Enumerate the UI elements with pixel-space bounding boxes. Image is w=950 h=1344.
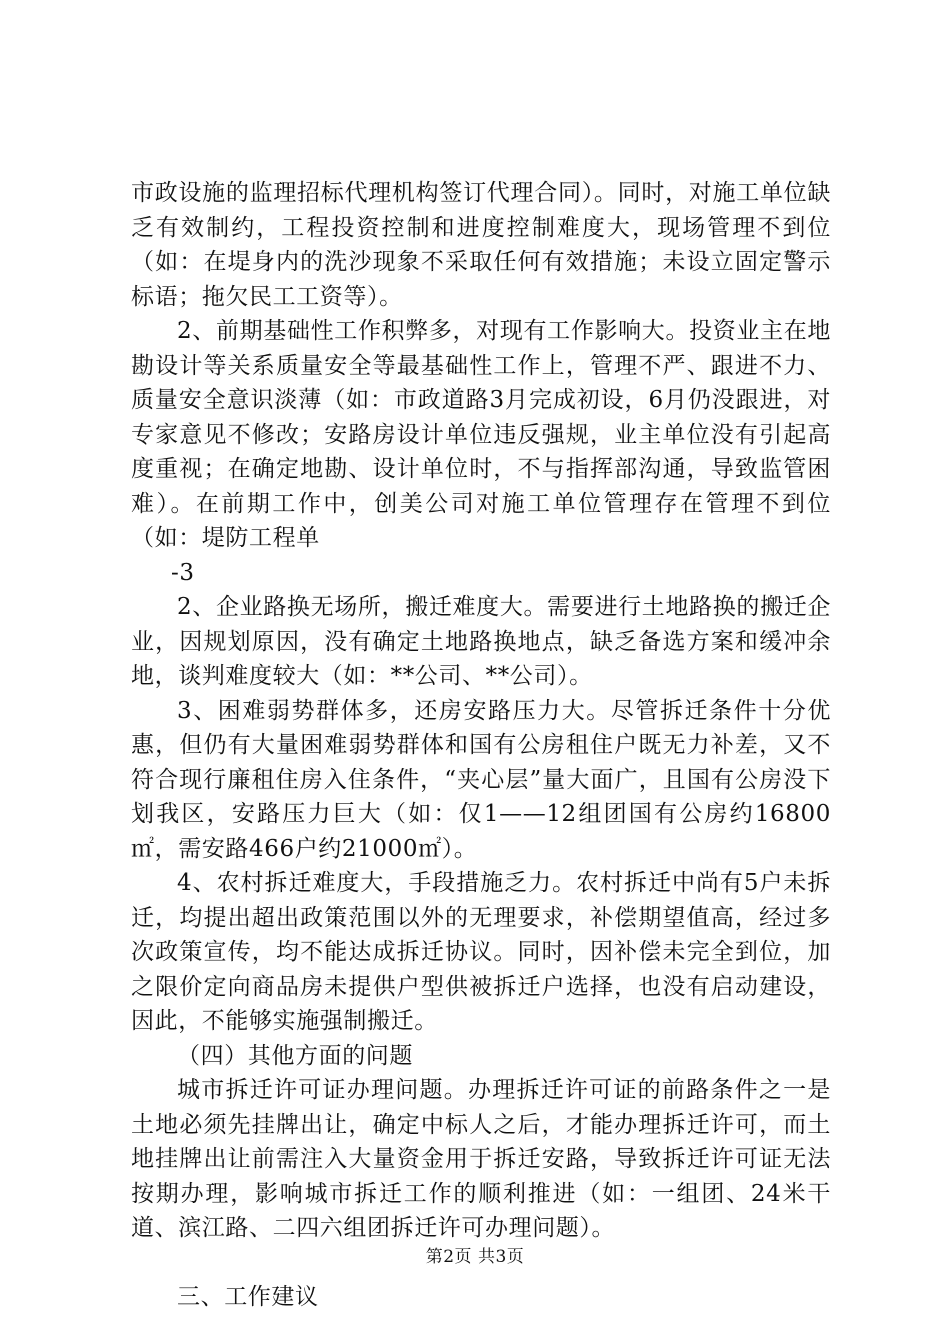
- paragraph-item-2-preliminary-work: 2、前期基础性工作积弊多，对现有工作影响大。投资业主在地勘设计等关系质量安全等最基础性工作上，管理不严、跟进不力、质量安全意识淡薄（如：市政道路3月完成初设，6月仍没跟进，对专家意见不修改；安路房设计单位违反强规，业主单位没有引起高度重视；在确定地勘、设计单位时，不与指挥部沟通，导致监管困难）。在前期工作中，创美公司对施工单位管理存在管理不到位（如：堤防工程单: [131, 318, 831, 551]
- section-heading-other-issues: （四）其他方面的问题: [177, 1042, 413, 1069]
- paragraph-item-4-rural-demolition: 4、农村拆迁难度大，手段措施乏力。农村拆迁中尚有5户未拆迁，均提出超出政策范围以外的无理要求，补偿期望值高，经过多次政策宣传，均不能达成拆迁协议。同时，因补偿未完全到位，加之限价定向商品房未提供户型供被拆迁户选择，也没有启动建设，因此，不能够实施强制搬迁。: [131, 870, 831, 1034]
- page-footer: 第2页 共3页: [425, 1247, 525, 1267]
- section-heading-work-suggestions: 三、工作建议: [177, 1283, 319, 1310]
- paragraph-item-2-enterprise-relocation: 2、企业路换无场所，搬迁难度大。需要进行土地路换的搬迁企业，因规划原因，没有确定土地路换地点，缺乏备选方案和缓冲余地，谈判难度较大（如：**公司、**公司）。: [131, 594, 831, 689]
- paragraph-item-3-vulnerable-groups: 3、困难弱势群体多，还房安路压力大。尽管拆迁条件十分优惠，但仍有大量困难弱势群体和国有公房租住户既无力补差，又不符合现行廉租住房入住条件，“夹心层”量大面广，且国有公房没下划我区，安路压力巨大（如：仅1——12组团国有公房约16800㎡，需安路466户约21000㎡）。: [131, 697, 831, 862]
- paragraph-continuation: 市政设施的监理招标代理机构签订代理合同）。同时，对施工单位缺乏有效制约，工程投资控制和进度控制难度大，现场管理不到位（如：在堤身内的洗沙现象不采取任何有效措施；未设立固定警示标语；拖欠民工工资等）。: [131, 180, 831, 310]
- paragraph-demolition-permit: 城市拆迁许可证办理问题。办理拆迁许可证的前路条件之一是土地必须先挂牌出让，确定中标人之后，才能办理拆迁许可，而土地挂牌出让前需注入大量资金用于拆迁安路，导致拆迁许可证无法按期办理，影响城市拆迁工作的顺利推进（如：一组团、24米干道、滨江路、二四六组团拆迁许可办理问题）。: [131, 1077, 831, 1241]
- page-marker: -3: [171, 559, 195, 586]
- document-body: [131, 176, 831, 1314]
